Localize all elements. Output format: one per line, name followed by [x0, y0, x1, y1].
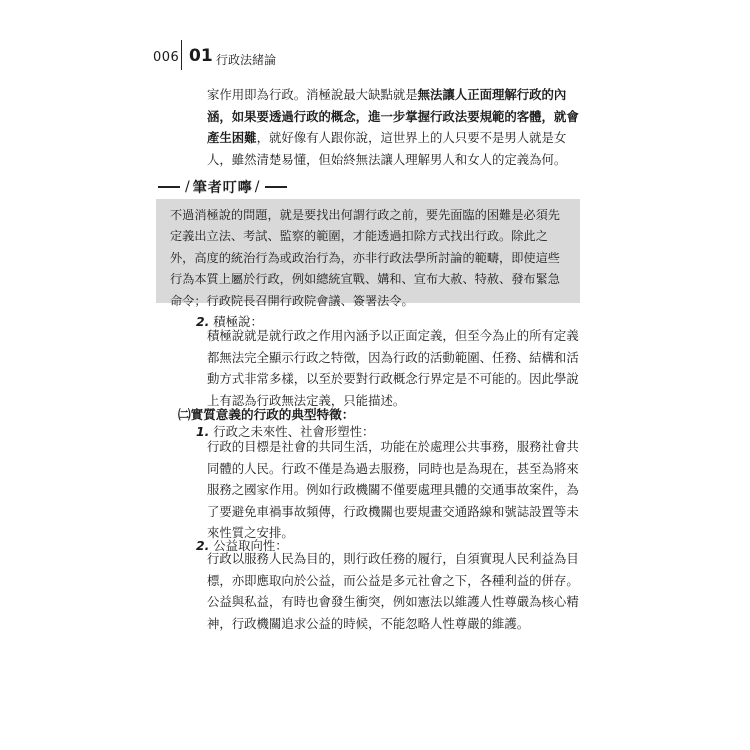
body-line: 來性質之安排。 [207, 525, 294, 540]
note-line: 不過消極說的問題，就是要找出何謂行政之前，要先面臨的困難是必須先 [170, 208, 560, 222]
note-line: 定義出立法、考試、監察的範圍，才能透過扣除方式找出行政。除此之 [170, 229, 548, 244]
note-line: 行為本質上屬於行政，例如總統宣戰、媾和、宣布大赦、特赦、發布緊急 [170, 272, 560, 287]
intro-line: 產生困難，就好像有人跟你說，這世界上的人只要不是男人就是女 [207, 130, 567, 145]
body-line: 動方式非常多樣，以至於要對行政概念行界定是不可能的。因此學說 [207, 371, 579, 386]
header-divider [181, 40, 182, 70]
body-line: 標，亦即應取向於公益，而公益是多元社會之下，各種利益的併存。 [207, 572, 579, 588]
item-label: 公益取向性： [213, 538, 288, 553]
chapter-title: 行政法緒論 [216, 53, 277, 67]
item-number: 2. [196, 314, 210, 329]
note-text [170, 205, 560, 312]
item-number: 1. [196, 424, 210, 439]
item-positive-body [207, 325, 579, 411]
section-title: ㈡實質意義的行政的典型特徵： [178, 407, 355, 422]
body-line: 服務之國家作用。例如行政機關不僅要處理具體的交通事故案件，為 [207, 482, 579, 497]
feature-public-body [207, 548, 579, 634]
page-number: 006 [153, 50, 180, 65]
item-number: 2. [196, 538, 210, 553]
note-heading: / 筆者叮嚀 / [155, 177, 290, 197]
body-line: 都無法完全顯示行政之特徵，因為行政的活動範圍、任務、結構和活 [207, 349, 579, 365]
note-line: 命令；行政院長召開行政院會議、簽署法令。 [170, 293, 414, 308]
intro-paragraph [207, 84, 579, 170]
body-line: 了要避免車禍事故頻傳，行政機關也要規畫交通路線和號誌設置等未 [207, 503, 579, 519]
body-line: 上有認為行政無法定義，只能描述。 [207, 392, 406, 408]
feature-future-body [207, 436, 579, 544]
heading-dash [158, 186, 180, 188]
body-line: 神，行政機關追求公益的時候，不能忽略人性尊嚴的維護。 [207, 615, 530, 631]
chapter-number: 01 [189, 46, 213, 66]
body-line: 行政以服務人民為目的，則行政任務的履行，自須實現人民利益為目 [207, 551, 579, 566]
body-line: 積極說就是就行政之作用內涵予以正面定義，但至今為止的所有定義 [207, 328, 579, 343]
item-label: 積極說： [213, 314, 263, 329]
item-label: 行政之未來性、社會形塑性： [213, 424, 375, 439]
heading-dash [265, 186, 287, 188]
note-heading-text: 筆者叮嚀 [192, 180, 253, 196]
note-line: 外，高度的統治行為或政治行為，亦非行政法學所討論的範疇，即使這些 [170, 250, 560, 265]
body-line: 同體的人民。行政不僅是為過去服務，同時也是為現在，甚至為將來 [207, 460, 579, 476]
body-line: 公益與私益，有時也會發生衝突，例如憲法以維護人性尊嚴為核心精 [207, 594, 579, 609]
intro-line: 家作用即為行政。消極說最大缺點就是無法讓人正面理解行政的內 [207, 87, 567, 102]
intro-line: 涵，如果要透過行政的概念，進一步掌握行政法要規範的客體，就會 [207, 108, 579, 124]
body-line: 行政的目標是社會的共同生活，功能在於處理公共事務，服務社會共 [207, 439, 579, 454]
intro-line: 人，雖然清楚易懂，但始終無法讓人理解男人和女人的定義為何。 [207, 151, 567, 167]
